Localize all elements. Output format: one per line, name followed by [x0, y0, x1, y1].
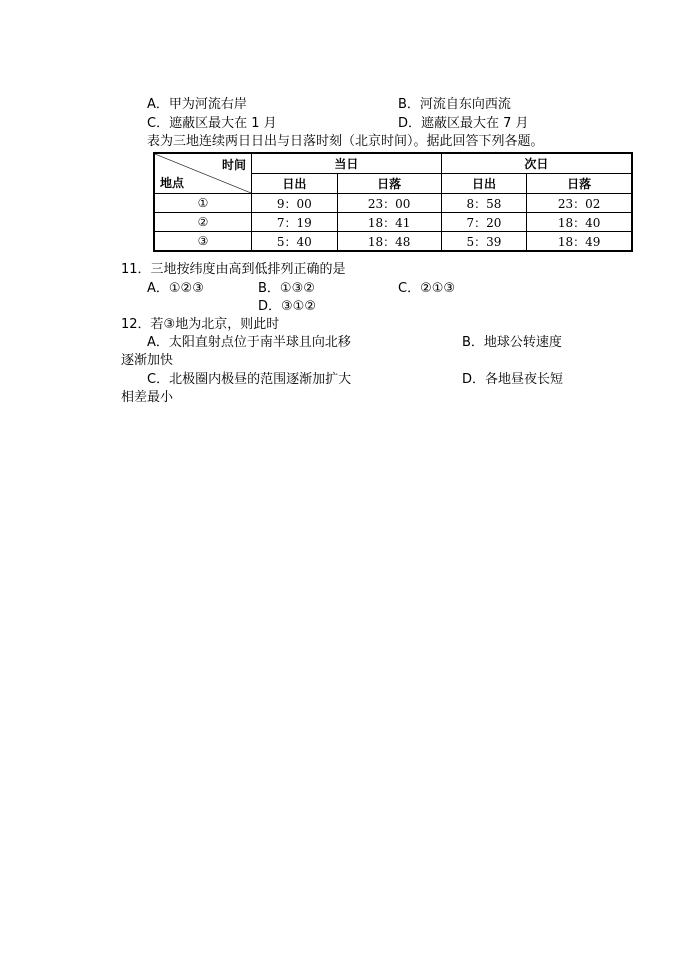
q12-option-c: C．北极圈内极昼的范围逐渐加扩大 — [147, 372, 352, 387]
sunset-cell: 18：48 — [337, 232, 441, 252]
header-day1: 当日 — [252, 153, 442, 174]
option-a: A．甲为河流右岸 — [147, 97, 247, 112]
corner-time-label: 时间 — [221, 158, 246, 172]
option-d: D．遮蔽区最大在 7 月 — [398, 116, 529, 131]
q12-option-d: D．各地昼夜长短 — [462, 372, 564, 387]
q11-option-b: B．①③② — [258, 281, 315, 296]
corner-place-label: 地点 — [160, 176, 185, 190]
header-sunset-day1: 日落 — [337, 174, 441, 194]
sunrise-cell: 8：58 — [441, 194, 527, 213]
table-row — [154, 213, 632, 232]
q11-option-d: D．③①② — [258, 299, 316, 314]
sunset-cell: 18：49 — [527, 232, 632, 252]
sunrise-cell: 7：20 — [441, 213, 527, 232]
sunset-cell: 18：40 — [527, 213, 632, 232]
table-row — [154, 232, 632, 252]
header-sunrise-day1: 日出 — [252, 174, 338, 194]
q11-option-c: C．②①③ — [398, 281, 456, 296]
q12-option-a: A．太阳直射点位于南半球且向北移 — [147, 335, 351, 350]
place-cell: ① — [154, 194, 252, 213]
place-cell: ② — [154, 213, 252, 232]
table-row — [154, 194, 632, 213]
q11-option-a: A．①②③ — [147, 281, 204, 296]
place-cell: ③ — [154, 232, 252, 252]
option-c: C．遮蔽区最大在 1 月 — [147, 116, 277, 131]
sunrise-sunset-table — [153, 152, 633, 252]
sunrise-cell: 9：00 — [252, 194, 338, 213]
sunset-cell: 18：41 — [337, 213, 441, 232]
sunset-cell: 23：02 — [527, 194, 632, 213]
option-b: B．河流自东向西流 — [398, 97, 511, 112]
sunrise-cell: 5：40 — [252, 232, 338, 252]
sunset-cell: 23：00 — [337, 194, 441, 213]
table-corner-cell — [154, 153, 252, 194]
header-day2: 次日 — [441, 153, 632, 174]
q12-option-b: B．地球公转速度 — [462, 335, 562, 350]
q11-stem: 11．三地按纬度由高到低排列正确的是 — [121, 262, 346, 277]
table-intro: 表为三地连续两日日出与日落时刻（北京时间）。据此回答下列各题。 — [147, 134, 544, 149]
sunrise-cell: 7：19 — [252, 213, 338, 232]
header-sunset-day2: 日落 — [527, 174, 632, 194]
q12-stem: 12．若③地为北京，则此时 — [121, 317, 280, 332]
sunrise-cell: 5：39 — [441, 232, 527, 252]
q12-option-d-continued: 相差最小 — [121, 390, 174, 405]
header-sunrise-day2: 日出 — [441, 174, 527, 194]
q12-option-b-continued: 逐渐加快 — [121, 353, 174, 368]
